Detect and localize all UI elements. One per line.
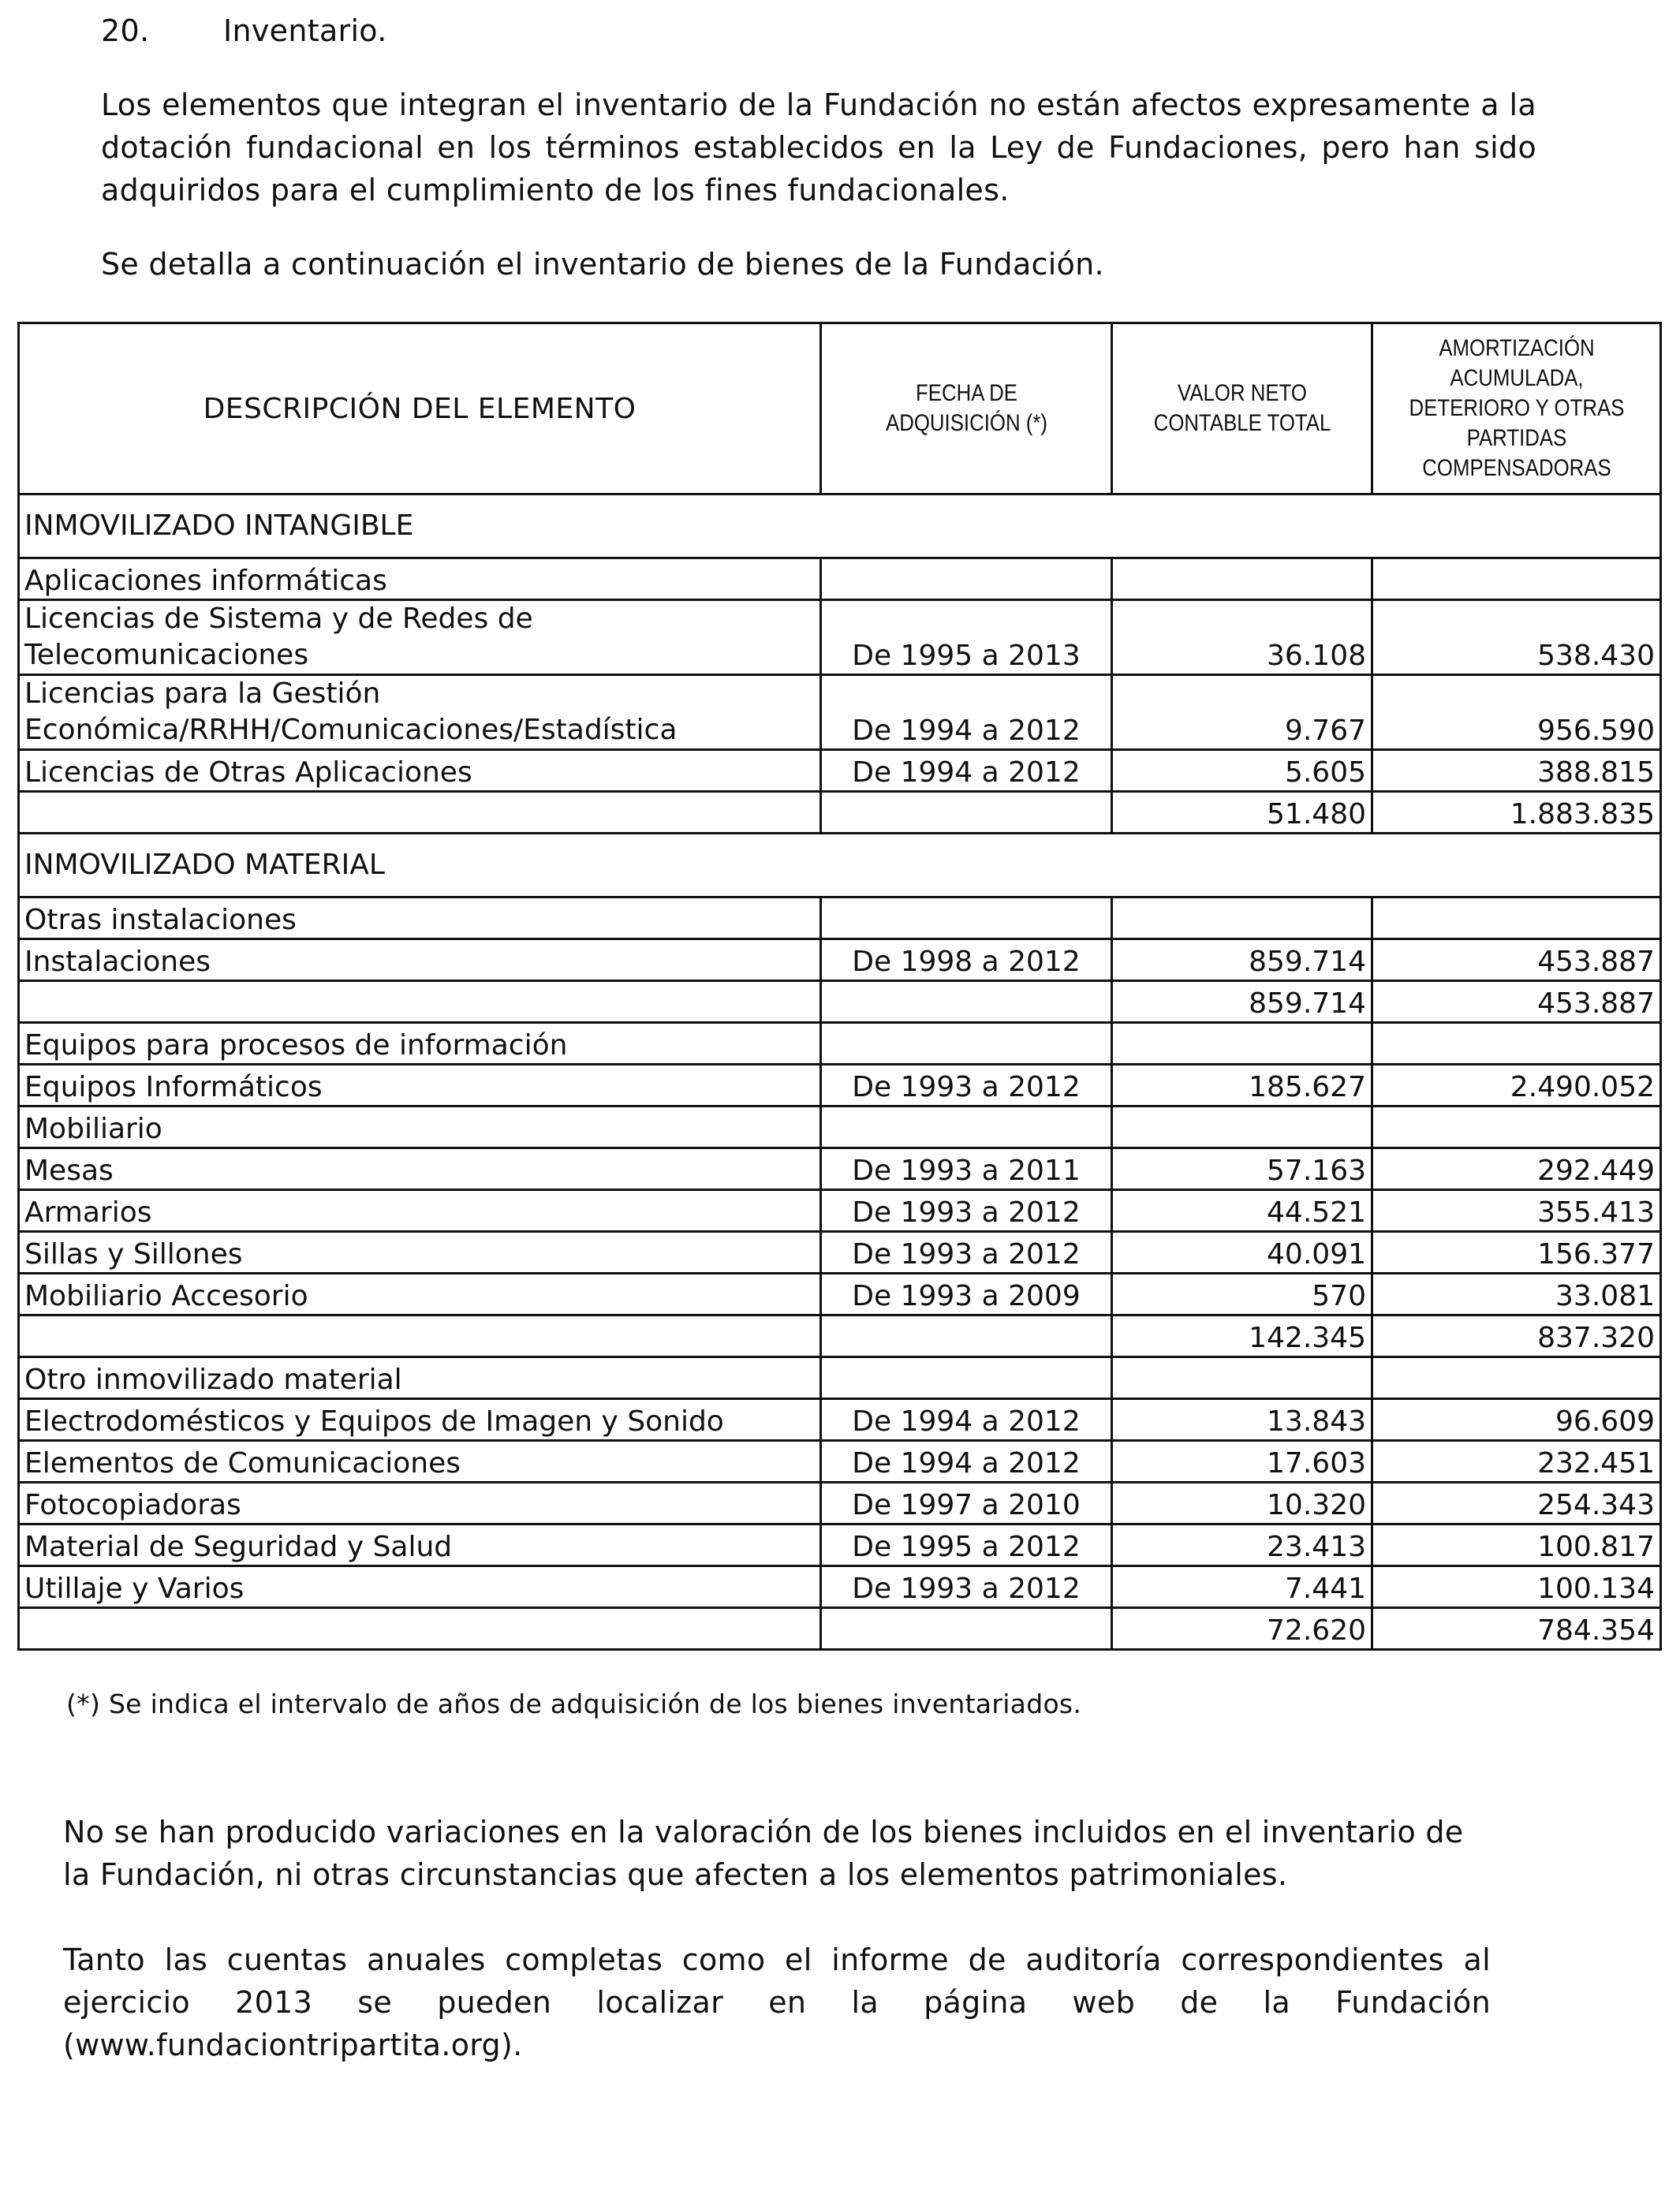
cell-description: INMOVILIZADO MATERIAL (19, 834, 1661, 897)
cell-amortization: 837.320 (1372, 1315, 1661, 1357)
cell-net-value: 570 (1112, 1274, 1372, 1315)
inventory-table (17, 322, 1662, 1651)
table-row (19, 1106, 1661, 1148)
header-amortization: AMORTIZACIÓN ACUMULADA, DETERIORO Y OTRAS PARTIDAS COMPENSADORAS (1392, 323, 1641, 494)
cell-date (821, 981, 1112, 1023)
cell-description: Utillaje y Varios (19, 1566, 821, 1608)
cell-amortization (1372, 558, 1661, 600)
cell-description (19, 792, 821, 834)
cell-net-value: 5.605 (1112, 750, 1372, 792)
cell-net-value: 142.345 (1112, 1315, 1372, 1357)
section-title: Inventario. (223, 13, 387, 48)
cell-amortization: 784.354 (1372, 1608, 1661, 1650)
cell-description: INMOVILIZADO INTANGIBLE (19, 494, 1661, 558)
cell-net-value: 36.108 (1112, 600, 1372, 675)
cell-net-value: 859.714 (1112, 939, 1372, 981)
cell-description: Electrodomésticos y Equipos de Imagen y Sonido (19, 1399, 821, 1441)
cell-amortization: 538.430 (1372, 600, 1661, 675)
cell-date (821, 897, 1112, 939)
cell-description: Otras instalaciones (19, 897, 821, 939)
cell-amortization: 355.413 (1372, 1190, 1661, 1232)
cell-date (821, 1357, 1112, 1399)
table-row (19, 1399, 1661, 1441)
cell-date (821, 558, 1112, 600)
table-row (19, 1315, 1661, 1357)
table-row (19, 834, 1661, 897)
section-number: 20. (101, 13, 150, 48)
cell-amortization (1372, 897, 1661, 939)
cell-amortization: 2.490.052 (1372, 1065, 1661, 1106)
cell-date: De 1994 a 2012 (821, 675, 1112, 750)
cell-net-value: 9.767 (1112, 675, 1372, 750)
cell-net-value (1112, 558, 1372, 600)
cell-date (821, 1315, 1112, 1357)
cell-date: De 1997 a 2010 (821, 1483, 1112, 1524)
cell-net-value: 51.480 (1112, 792, 1372, 834)
cell-date: De 1995 a 2012 (821, 1524, 1112, 1566)
cell-date: De 1994 a 2012 (821, 1399, 1112, 1441)
cell-date: De 1995 a 2013 (821, 600, 1112, 675)
section-heading (101, 9, 387, 52)
table-row (19, 1190, 1661, 1232)
cell-net-value: 23.413 (1112, 1524, 1372, 1566)
table-row (19, 675, 1661, 750)
detail-paragraph: Se detalla a continuación el inventario de bienes de la Fundación. (101, 247, 1104, 282)
cell-date: De 1993 a 2012 (821, 1190, 1112, 1232)
cell-description: Instalaciones (19, 939, 821, 981)
table-row (19, 494, 1661, 558)
cell-amortization (1372, 1357, 1661, 1399)
cell-date: De 1993 a 2012 (821, 1232, 1112, 1274)
cell-description (19, 981, 821, 1023)
cell-description: Licencias para la Gestión Económica/RRHH/Comunicaciones/Estadística (19, 675, 821, 750)
table-row (19, 792, 1661, 834)
header-date: FECHA DE ADQUISICIÓN (*) (841, 323, 1091, 494)
cell-net-value: 17.603 (1112, 1441, 1372, 1483)
header-net-value: VALOR NETO CONTABLE TOTAL (1130, 323, 1354, 494)
cell-net-value: 859.714 (1112, 981, 1372, 1023)
cell-date (821, 1608, 1112, 1650)
cell-net-value: 185.627 (1112, 1065, 1372, 1106)
cell-date (821, 1023, 1112, 1065)
cell-date (821, 792, 1112, 834)
cell-amortization (1372, 1106, 1661, 1148)
cell-amortization: 956.590 (1372, 675, 1661, 750)
cell-amortization: 33.081 (1372, 1274, 1661, 1315)
table-row (19, 1148, 1661, 1190)
table-row (19, 1274, 1661, 1315)
cell-date: De 1994 a 2012 (821, 750, 1112, 792)
cell-description: Licencias de Sistema y de Redes de Telecomunicaciones (19, 600, 821, 675)
cell-date: De 1993 a 2009 (821, 1274, 1112, 1315)
cell-description: Mobiliario (19, 1106, 821, 1148)
table-body (19, 494, 1661, 1650)
cell-amortization: 453.887 (1372, 939, 1661, 981)
cell-net-value (1112, 1106, 1372, 1148)
cell-amortization: 1.883.835 (1372, 792, 1661, 834)
cell-date: De 1998 a 2012 (821, 939, 1112, 981)
table-row (19, 1441, 1661, 1483)
cell-net-value: 72.620 (1112, 1608, 1372, 1650)
cell-net-value (1112, 1023, 1372, 1065)
table-row (19, 981, 1661, 1023)
cell-net-value: 57.163 (1112, 1148, 1372, 1190)
cell-net-value (1112, 1357, 1372, 1399)
cell-description: Material de Seguridad y Salud (19, 1524, 821, 1566)
header-description: DESCRIPCIÓN DEL ELEMENTO (19, 323, 821, 494)
cell-description: Aplicaciones informáticas (19, 558, 821, 600)
cell-amortization: 292.449 (1372, 1148, 1661, 1190)
cell-net-value: 13.843 (1112, 1399, 1372, 1441)
table-row (19, 600, 1661, 675)
table-row (19, 558, 1661, 600)
table-row (19, 1065, 1661, 1106)
table-row (19, 750, 1661, 792)
cell-amortization: 388.815 (1372, 750, 1661, 792)
cell-amortization: 156.377 (1372, 1232, 1661, 1274)
cell-description: Licencias de Otras Aplicaciones (19, 750, 821, 792)
cell-amortization: 254.343 (1372, 1483, 1661, 1524)
cell-date (821, 1106, 1112, 1148)
table-row (19, 1566, 1661, 1608)
cell-description: Equipos Informáticos (19, 1065, 821, 1106)
table-row (19, 1023, 1661, 1065)
table-footnote: (*) Se indica el intervalo de años de adquisición de los bienes inventariados. (66, 1689, 1082, 1719)
cell-net-value: 44.521 (1112, 1190, 1372, 1232)
cell-net-value: 7.441 (1112, 1566, 1372, 1608)
cell-amortization (1372, 1023, 1661, 1065)
cell-description (19, 1608, 821, 1650)
table-row (19, 1524, 1661, 1566)
table-header-row (19, 323, 1661, 494)
table-row (19, 1357, 1661, 1399)
table-row (19, 1232, 1661, 1274)
cell-date: De 1993 a 2012 (821, 1566, 1112, 1608)
cell-net-value: 10.320 (1112, 1483, 1372, 1524)
cell-description: Elementos de Comunicaciones (19, 1441, 821, 1483)
table-row (19, 939, 1661, 981)
audit-paragraph: Tanto las cuentas anuales completas como el informe de auditoría correspondientes al ejercicio 2013 se pueden localizar en la página web de la Fundación (www.fundaciontripartita.org). (63, 1942, 1491, 2062)
cell-net-value: 40.091 (1112, 1232, 1372, 1274)
cell-net-value (1112, 897, 1372, 939)
table-row (19, 897, 1661, 939)
cell-description: Armarios (19, 1190, 821, 1232)
cell-date: De 1994 a 2012 (821, 1441, 1112, 1483)
cell-description: Mobiliario Accesorio (19, 1274, 821, 1315)
cell-description: Mesas (19, 1148, 821, 1190)
cell-amortization: 100.817 (1372, 1524, 1661, 1566)
table-row (19, 1483, 1661, 1524)
cell-description: Otro inmovilizado material (19, 1357, 821, 1399)
intro-paragraph: Los elementos que integran el inventario de la Fundación no están afectos expresamente a la dotación fundacional en los términos establecidos en la Ley de Fundaciones, pero han sido adquiridos para el cumplimiento de los fines fundacionales. (101, 88, 1536, 207)
cell-description: Equipos para procesos de información (19, 1023, 821, 1065)
cell-description: Sillas y Sillones (19, 1232, 821, 1274)
variations-paragraph: No se han producido variaciones en la valoración de los bienes incluidos en el inventario de la Fundación, ni otras circunstancias que afecten a los elementos patrimoniales. (63, 1815, 1464, 1892)
cell-description (19, 1315, 821, 1357)
cell-date: De 1993 a 2011 (821, 1148, 1112, 1190)
table-row (19, 1608, 1661, 1650)
cell-amortization: 100.134 (1372, 1566, 1661, 1608)
cell-amortization: 232.451 (1372, 1441, 1661, 1483)
cell-amortization: 453.887 (1372, 981, 1661, 1023)
cell-description: Fotocopiadoras (19, 1483, 821, 1524)
cell-date: De 1993 a 2012 (821, 1065, 1112, 1106)
cell-amortization: 96.609 (1372, 1399, 1661, 1441)
